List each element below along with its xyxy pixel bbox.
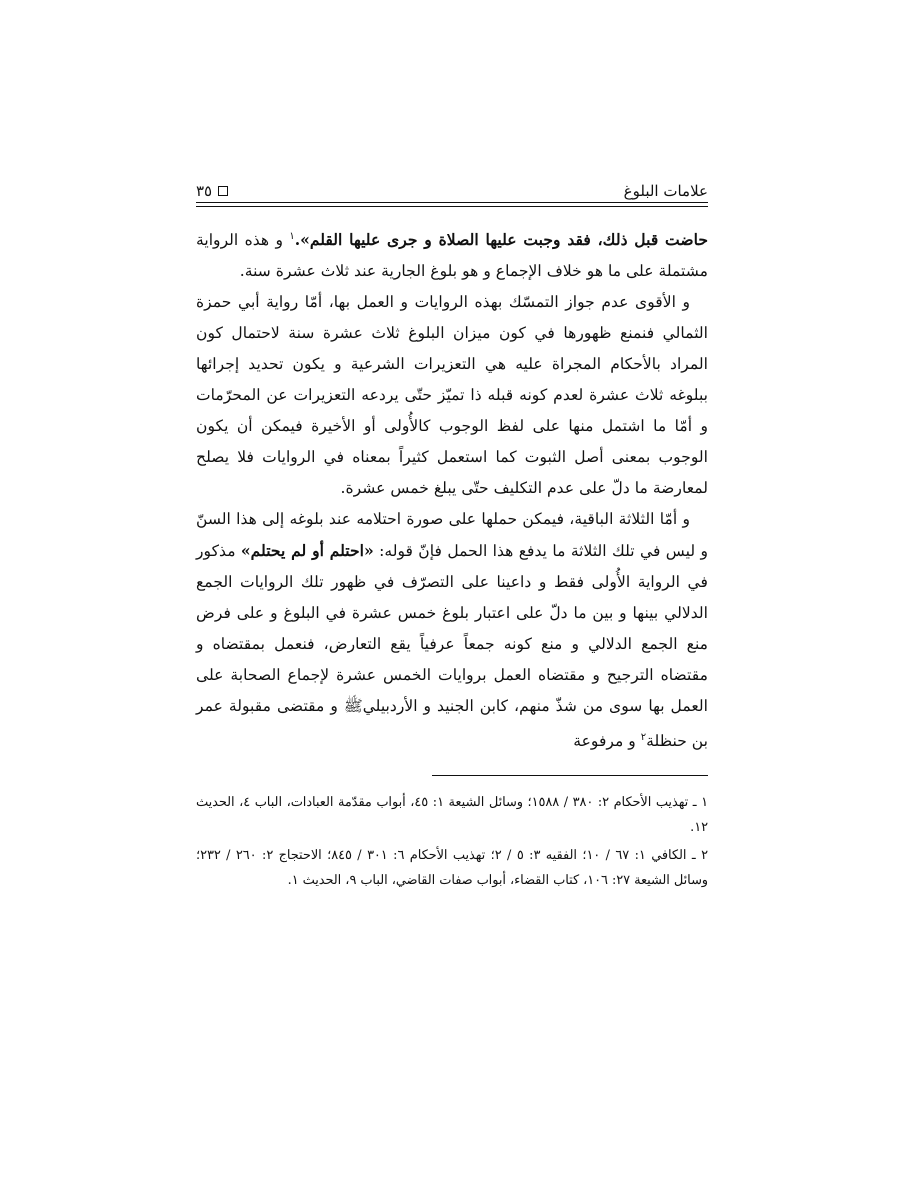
footnotes	[196, 790, 708, 893]
footnote-1: ١ ـ تهذيب الأحكام ٢: ٣٨٠ / ١٥٨٨؛ وسائل الشيعة ١: ٤٥، أبواب مقدّمة العبادات، الباب ٤، الحديث ١٢.	[196, 795, 708, 836]
paragraph-2: و الأقوى عدم جواز التمسّك بهذه الروايات و العمل بها، أمّا رواية أبي حمزة الثمالي فنمنع ظهورها في كون ميزان البلوغ ثلاث عشرة سنة لاحتمال كون المراد بالأحكام المجراة عليه هي التعزيرات الشرعية و يكون تحديد إجرائها ببلوغه ثلاث عشرة لعدم كونه قبله ذا تميّز حتّى يردعه التعزيرات عن المحرّمات و أمّا ما اشتمل منها على لفظ الوجوب كالأُولى أو الأخيرة فيمكن أن يكون الوجوب بمعنى أصل الثبوت كما استعمل كثيراً بمعناه في الروايات فلا يصلح لمعارضة ما دلّ على عدم التكليف حتّى يبلغ خمس عشرة.	[196, 293, 708, 498]
footnote-ref-1: ١	[289, 231, 295, 242]
paragraph-3-text-c: و مقتضى مقبولة عمر بن حنظلة	[196, 697, 708, 751]
square-icon	[218, 186, 228, 196]
main-text	[196, 221, 708, 757]
running-title: علامات البلوغ	[623, 182, 708, 200]
page-number: ٣٥	[196, 182, 213, 200]
book-page	[196, 166, 708, 896]
paragraph-1	[196, 221, 708, 287]
footnote-ref-2: ٢	[640, 732, 647, 744]
header-rule-bottom	[196, 206, 708, 207]
paragraph-3-text-b: مذكور في الرواية الأُولى فقط و داعينا على التصرّف في ظهور تلك الروايات الجمع الدلالي بينها و بين ما دلّ على اعتبار بلوغ خمس عشرة في البلوغ و على فرض منع الجمع الدلالي و منع كونه جمعاً عرفياً يقع التعارض، فنعمل بمقتضاه و مقتضاه الترجيح و مقتضاه العمل بروايات الخمس عشرة لإجماع الصحابة على العمل بها سوى من شذّ منهم، كابن الجنيد و الأردبيلي	[196, 542, 708, 716]
paragraph-3	[196, 504, 708, 757]
paragraph-3-text-a: و أمّا الثلاثة الباقية، فيمكن حملها على صورة احتلامه عند بلوغه إلى هذا السنّ و ليس في تلك الثلاثة ما يدفع هذا الحمل فإنّ قوله:	[196, 510, 708, 561]
honorific-glyph: ﷺ	[343, 697, 363, 716]
paragraph-3-text-d: و مرفوعة	[573, 732, 641, 751]
footnote-2: ٢ ـ الكافي ١: ٦٧ / ١٠؛ الفقيه ٣: ٥ / ٢؛ تهذيب الأحكام ٦: ٣٠١ / ٨٤٥؛ الاحتجاج ٢: ٢٦٠ / ٢٣٢؛ وسائل الشيعة ٢٧: ١٠٦، كتاب القضاء، أبواب صفات القاضي، الباب ٩، الحديث ١.	[196, 848, 708, 889]
header-rule-top	[196, 202, 708, 203]
page-header	[196, 166, 708, 200]
footnote-separator	[432, 775, 708, 776]
quote-bold-2: «احتلم أو لم يحتلم»	[240, 541, 374, 561]
paragraph-1-text: و هذه الرواية مشتملة على ما هو خلاف الإجماع و هو بلوغ الجارية عند ثلاث عشرة سنة.	[196, 231, 708, 281]
page-number-block	[196, 182, 228, 200]
quote-bold: حاضت قبل ذلك، فقد وجبت عليها الصلاة و جرى عليها القلم».	[294, 230, 709, 250]
